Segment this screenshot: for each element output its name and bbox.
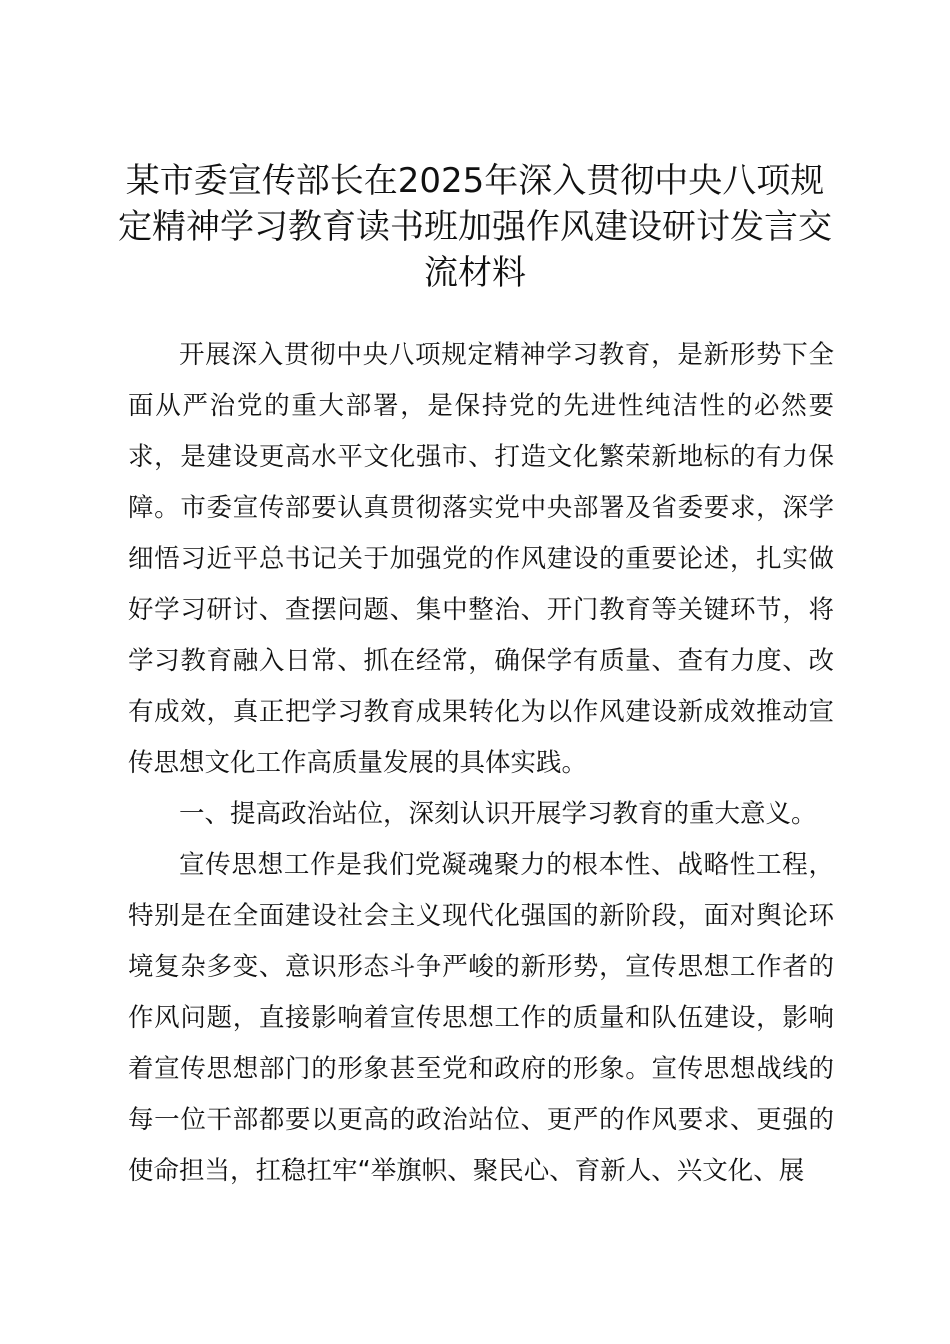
document-title: 某市委宣传部长在2025年深入贯彻中央八项规定精神学习教育读书班加强作风建设研讨发言交流材料 bbox=[118, 161, 832, 293]
document-body bbox=[128, 330, 834, 1197]
section-heading-1: 一、提高政治站位，深刻认识开展学习教育的重大意义。 bbox=[179, 799, 817, 829]
paragraph-section-1: 宣传思想工作是我们党凝魂聚力的根本性、战略性工程，特别是在全面建设社会主义现代化强国的新阶段，面对舆论环境复杂多变、意识形态斗争严峻的新形势，宣传思想工作者的作风问题，直接影响着宣传思想工作的质量和队伍建设，影响着宣传思想部门的形象甚至党和政府的形象。宣传思想战线的每一位干部都要以更高的政治站位、更严的作风要求、更强的使命担当，扛稳扛牢“举旗帜、聚民心、育新人、兴文化、展 bbox=[128, 850, 834, 1186]
paragraph-intro: 开展深入贯彻中央八项规定精神学习教育，是新形势下全面从严治党的重大部署，是保持党的先进性纯洁性的必然要求，是建设更高水平文化强市、打造文化繁荣新地标的有力保障。市委宣传部要认真贯彻落实党中央部署及省委要求，深学细悟习近平总书记关于加强党的作风建设的重要论述，扎实做好学习研讨、查摆问题、集中整治、开门教育等关键环节，将学习教育融入日常、抓在经常，确保学有质量、查有力度、改有成效，真正把学习教育成果转化为以作风建设新成效推动宣传思想文化工作高质量发展的具体实践。 bbox=[128, 340, 834, 778]
